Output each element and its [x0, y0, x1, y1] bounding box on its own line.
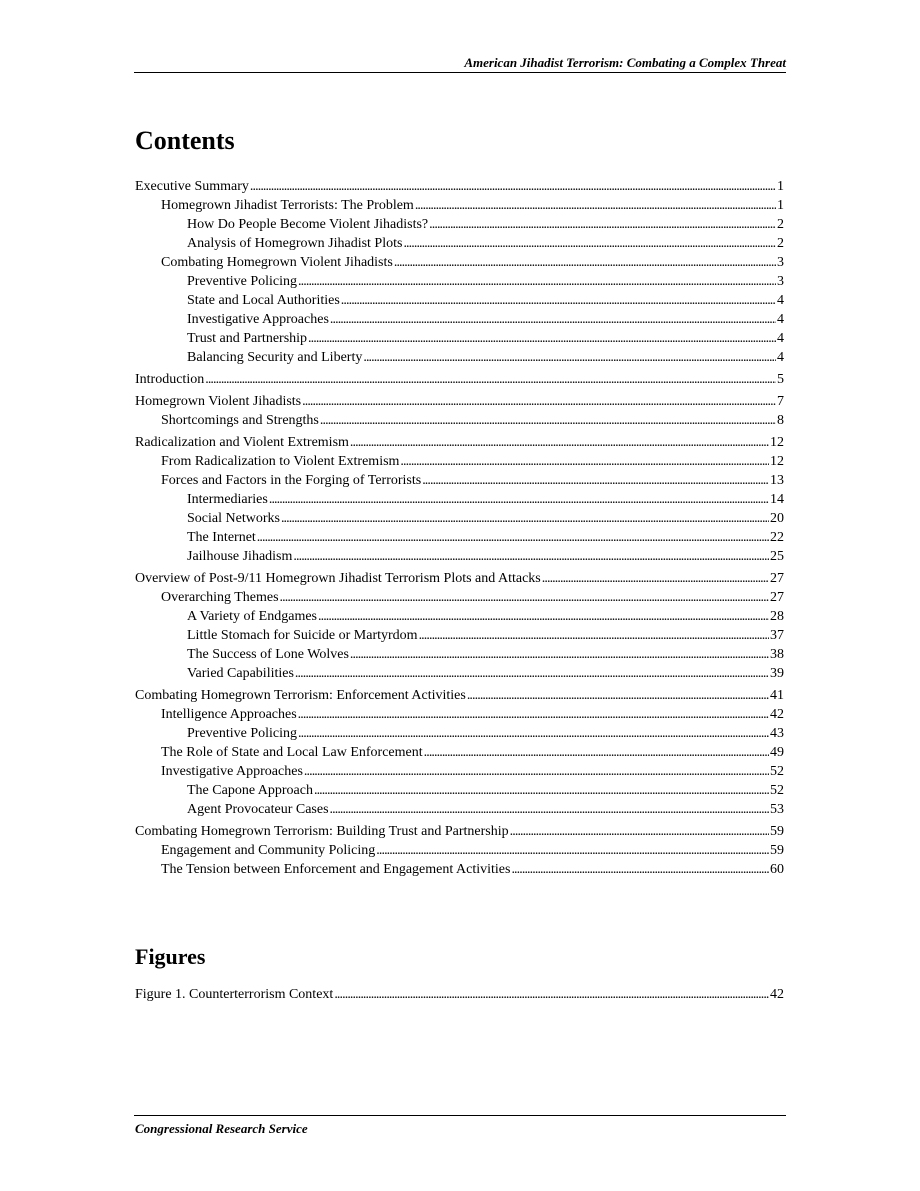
- running-header: American Jihadist Terrorism: Combating a Complex Threat: [464, 55, 786, 70]
- dot-leader: [314, 781, 769, 800]
- toc-entry-page: 3: [777, 274, 784, 289]
- toc-entry-page: 4: [777, 293, 784, 308]
- dot-leader: [422, 471, 769, 490]
- dot-leader: [298, 272, 776, 291]
- toc-entry-page: 2: [777, 236, 784, 251]
- toc-entry[interactable]: [135, 471, 784, 490]
- toc-entry[interactable]: [135, 860, 784, 879]
- toc-entry-title: Forces and Factors in the Forging of Terrorists: [161, 473, 422, 488]
- toc-entry-page: 37: [770, 628, 784, 643]
- footer-rule: [134, 1115, 786, 1116]
- toc-entry-title: Homegrown Violent Jihadists: [135, 394, 302, 409]
- toc-entry[interactable]: [135, 215, 784, 234]
- toc-entry-page: 42: [770, 707, 784, 722]
- dot-leader: [363, 348, 776, 367]
- list-of-figures: [135, 985, 784, 1004]
- toc-entry-title: Overview of Post-9/11 Homegrown Jihadist Terrorism Plots and Attacks: [135, 571, 541, 586]
- dot-leader: [302, 392, 776, 411]
- dot-leader: [298, 705, 769, 724]
- toc-entry-page: 8: [777, 413, 784, 428]
- toc-entry-page: 12: [770, 454, 784, 469]
- header-rule: [134, 72, 786, 73]
- toc-entry[interactable]: [135, 800, 784, 819]
- toc-entry[interactable]: [135, 452, 784, 471]
- toc-entry-page: 14: [770, 492, 784, 507]
- dot-leader: [281, 509, 769, 528]
- toc-entry[interactable]: [135, 588, 784, 607]
- toc-entry-page: 1: [777, 198, 784, 213]
- toc-entry[interactable]: [135, 392, 784, 411]
- toc-entry-title: The Capone Approach: [187, 783, 313, 798]
- toc-entry[interactable]: [135, 528, 784, 547]
- toc-entry[interactable]: [135, 686, 784, 705]
- dot-leader: [250, 177, 776, 196]
- toc-entry-title: The Role of State and Local Law Enforcement: [161, 745, 423, 760]
- dot-leader: [280, 588, 769, 607]
- toc-entry-title: Agent Provocateur Cases: [187, 802, 329, 817]
- toc-entry[interactable]: [135, 177, 784, 196]
- dot-leader: [415, 196, 776, 215]
- dot-leader: [400, 452, 769, 471]
- toc-entry-page: 20: [770, 511, 784, 526]
- toc-entry[interactable]: [135, 645, 784, 664]
- contents-heading: Contents: [135, 126, 235, 155]
- toc-entry[interactable]: [135, 509, 784, 528]
- toc-entry-title: Little Stomach for Suicide or Martyrdom: [187, 628, 418, 643]
- toc-entry[interactable]: [135, 310, 784, 329]
- toc-entry-title: Combating Homegrown Terrorism: Building Trust and Partnership: [135, 824, 509, 839]
- figures-heading: Figures: [135, 944, 206, 969]
- toc-entry-title: State and Local Authorities: [187, 293, 340, 308]
- toc-entry-page: 1: [777, 179, 784, 194]
- toc-entry-page: 59: [770, 824, 784, 839]
- toc-entry-page: 22: [770, 530, 784, 545]
- dot-leader: [318, 607, 769, 626]
- toc-entry-page: 53: [770, 802, 784, 817]
- dot-leader: [350, 433, 769, 452]
- toc-entry-title: Preventive Policing: [187, 274, 298, 289]
- toc-entry[interactable]: [135, 724, 784, 743]
- toc-entry-title: Shortcomings and Strengths: [161, 413, 319, 428]
- dot-leader: [403, 234, 776, 253]
- toc-entry-page: 7: [777, 394, 784, 409]
- dot-leader: [424, 743, 769, 762]
- toc-entry-title: How Do People Become Violent Jihadists?: [187, 217, 429, 232]
- toc-entry-title: Radicalization and Violent Extremism: [135, 435, 349, 450]
- toc-entry[interactable]: [135, 705, 784, 724]
- toc-entry-title: From Radicalization to Violent Extremism: [161, 454, 400, 469]
- toc-entry-page: 27: [770, 571, 784, 586]
- page-footer: Congressional Research Service: [135, 1121, 308, 1136]
- dot-leader: [320, 411, 776, 430]
- toc-entry[interactable]: [135, 196, 784, 215]
- toc-entry-page: 42: [770, 987, 784, 1002]
- dot-leader: [419, 626, 769, 645]
- toc-entry[interactable]: [135, 626, 784, 645]
- toc-entry-page: 43: [770, 726, 784, 741]
- toc-entry-title: The Internet: [187, 530, 256, 545]
- toc-entry-page: 60: [770, 862, 784, 877]
- dot-leader: [510, 822, 769, 841]
- dot-leader: [376, 841, 769, 860]
- toc-entry[interactable]: [135, 490, 784, 509]
- dot-leader: [542, 569, 769, 588]
- toc-entry-title: Social Networks: [187, 511, 280, 526]
- toc-entry-page: 52: [770, 764, 784, 779]
- toc-entry-page: 2: [777, 217, 784, 232]
- toc-entry-page: 5: [777, 372, 784, 387]
- toc-entry-page: 25: [770, 549, 784, 564]
- toc-entry-title: Intelligence Approaches: [161, 707, 297, 722]
- toc-entry-title: Executive Summary: [135, 179, 249, 194]
- dot-leader: [298, 724, 769, 743]
- toc-entry[interactable]: [135, 348, 784, 367]
- toc-entry-title: Trust and Partnership: [187, 331, 308, 346]
- dot-leader: [350, 645, 769, 664]
- toc-entry[interactable]: [135, 985, 784, 1004]
- toc-entry-page: 28: [770, 609, 784, 624]
- toc-entry-page: 4: [777, 312, 784, 327]
- toc-entry[interactable]: [135, 234, 784, 253]
- toc-entry-title: Intermediaries: [187, 492, 268, 507]
- toc-entry-page: 49: [770, 745, 784, 760]
- toc-entry-title: Balancing Security and Liberty: [187, 350, 363, 365]
- toc-entry[interactable]: [135, 291, 784, 310]
- dot-leader: [334, 985, 769, 1004]
- toc-entry-page: 41: [770, 688, 784, 703]
- toc-entry-page: 38: [770, 647, 784, 662]
- toc-entry[interactable]: [135, 607, 784, 626]
- toc-entry-title: Analysis of Homegrown Jihadist Plots: [187, 236, 403, 251]
- toc-entry-title: Introduction: [135, 372, 205, 387]
- table-of-contents: [135, 177, 784, 879]
- toc-entry-title: Figure 1. Counterterrorism Context: [135, 987, 334, 1002]
- toc-entry-title: The Tension between Enforcement and Engagement Activities: [161, 862, 511, 877]
- dot-leader: [394, 253, 776, 272]
- toc-entry[interactable]: [135, 547, 784, 566]
- toc-entry-title: Varied Capabilities: [187, 666, 294, 681]
- toc-entry[interactable]: [135, 841, 784, 860]
- toc-entry-page: 12: [770, 435, 784, 450]
- toc-entry[interactable]: [135, 822, 784, 841]
- toc-entry-title: Combating Homegrown Terrorism: Enforcement Activities: [135, 688, 466, 703]
- dot-leader: [308, 329, 776, 348]
- dot-leader: [511, 860, 769, 879]
- toc-entry-page: 59: [770, 843, 784, 858]
- toc-entry-title: Combating Homegrown Violent Jihadists: [161, 255, 393, 270]
- toc-entry[interactable]: [135, 664, 784, 683]
- toc-entry[interactable]: [135, 743, 784, 762]
- dot-leader: [257, 528, 769, 547]
- toc-entry[interactable]: [135, 433, 784, 452]
- toc-entry-page: 3: [777, 255, 784, 270]
- toc-entry[interactable]: [135, 781, 784, 800]
- dot-leader: [330, 310, 776, 329]
- toc-entry-title: Investigative Approaches: [187, 312, 329, 327]
- toc-entry-title: Overarching Themes: [161, 590, 279, 605]
- dot-leader: [205, 370, 776, 389]
- toc-entry[interactable]: [135, 253, 784, 272]
- toc-entry-title: Investigative Approaches: [161, 764, 303, 779]
- dot-leader: [429, 215, 776, 234]
- toc-entry[interactable]: [135, 329, 784, 348]
- dot-leader: [269, 490, 769, 509]
- toc-entry[interactable]: [135, 762, 784, 781]
- dot-leader: [467, 686, 769, 705]
- toc-entry-page: 13: [770, 473, 784, 488]
- dot-leader: [295, 664, 769, 683]
- toc-entry-title: Homegrown Jihadist Terrorists: The Problem: [161, 198, 414, 213]
- toc-entry-page: 4: [777, 331, 784, 346]
- toc-entry-page: 4: [777, 350, 784, 365]
- dot-leader: [341, 291, 776, 310]
- dot-leader: [293, 547, 769, 566]
- toc-entry-title: A Variety of Endgames: [187, 609, 317, 624]
- toc-entry[interactable]: [135, 272, 784, 291]
- toc-entry[interactable]: [135, 370, 784, 389]
- dot-leader: [304, 762, 769, 781]
- toc-entry[interactable]: [135, 411, 784, 430]
- toc-entry-page: 39: [770, 666, 784, 681]
- toc-entry-page: 27: [770, 590, 784, 605]
- dot-leader: [330, 800, 769, 819]
- toc-entry-page: 52: [770, 783, 784, 798]
- toc-entry-title: The Success of Lone Wolves: [187, 647, 349, 662]
- toc-entry-title: Jailhouse Jihadism: [187, 549, 293, 564]
- toc-entry-title: Preventive Policing: [187, 726, 298, 741]
- toc-entry-title: Engagement and Community Policing: [161, 843, 376, 858]
- toc-entry[interactable]: [135, 569, 784, 588]
